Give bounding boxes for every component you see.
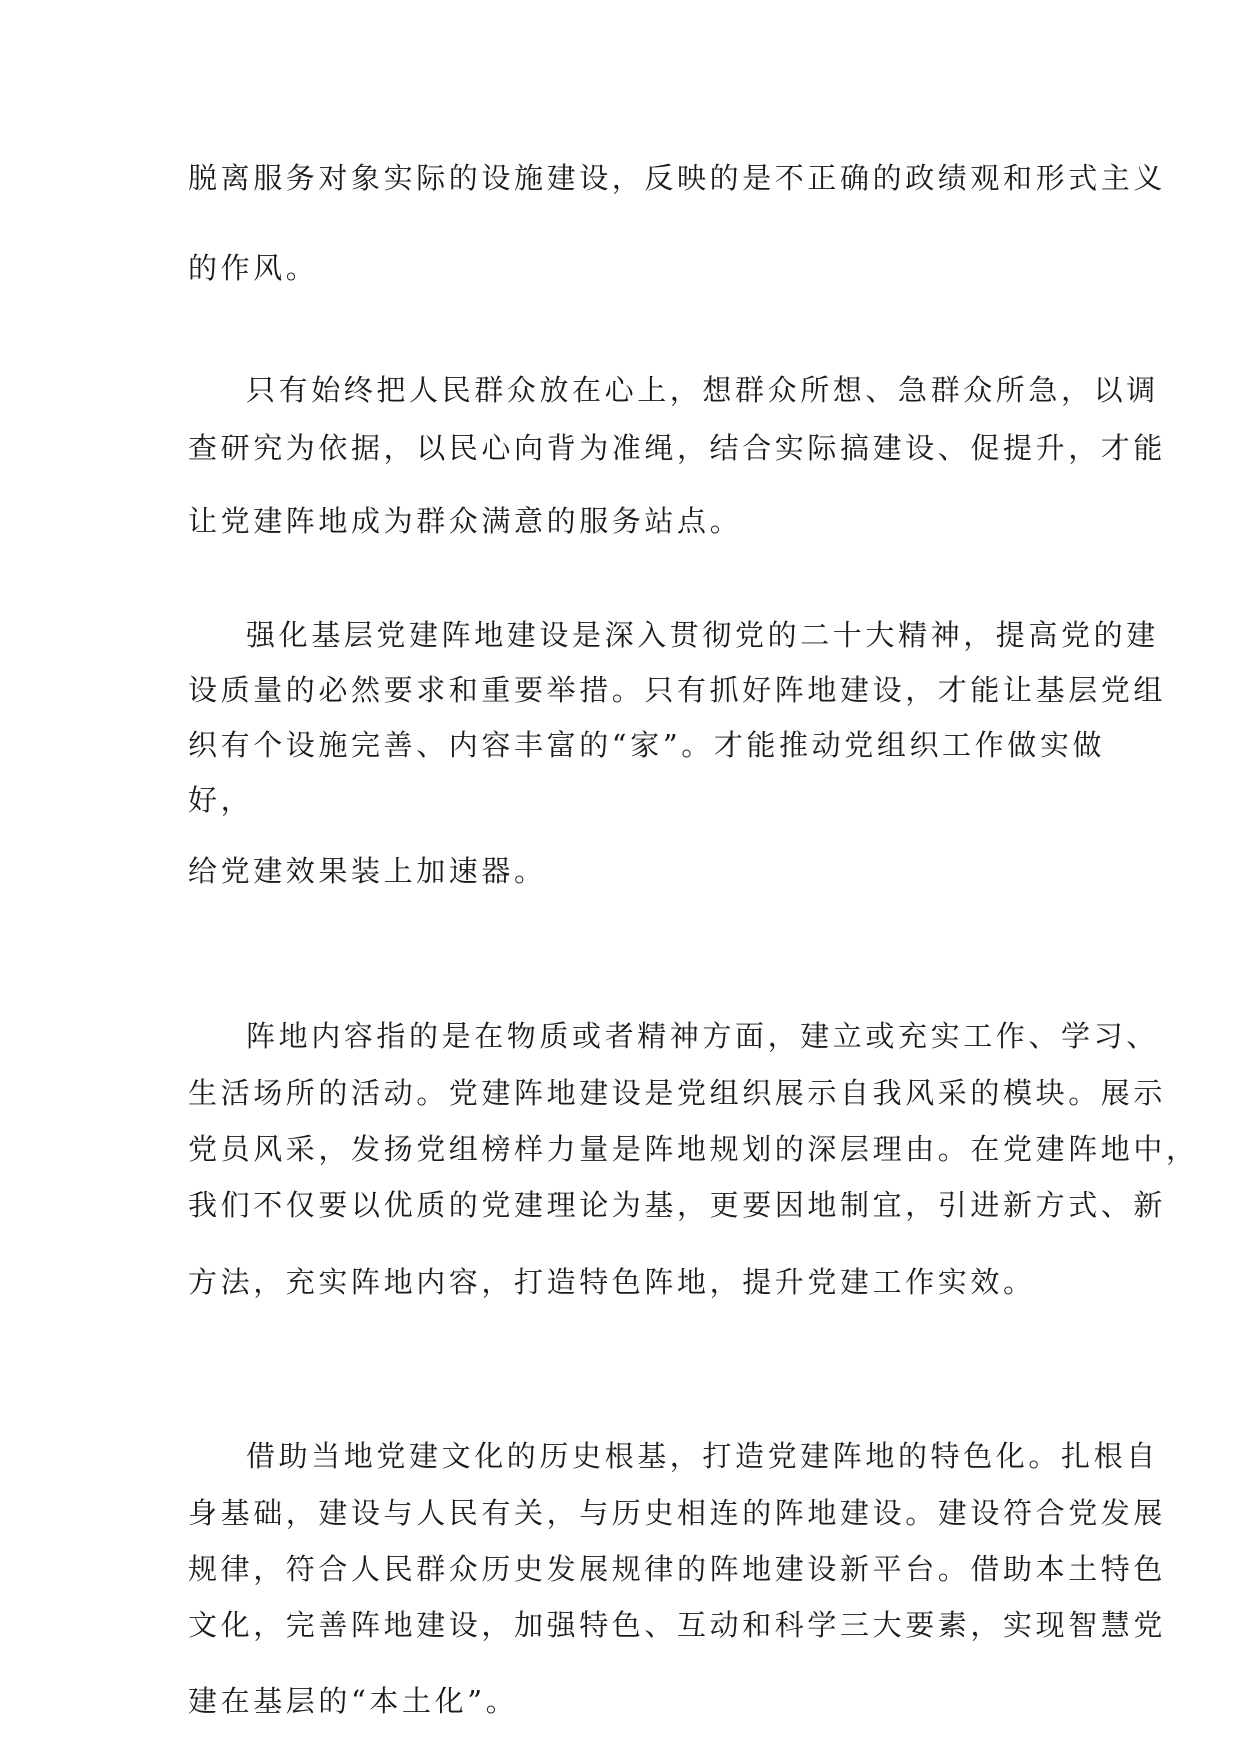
- paragraph-1-line-2: 的作风。: [188, 251, 319, 285]
- paragraph-5-line-1: 借助当地党建文化的历史根基，打造党建阵地的特色化。扎根自: [246, 1439, 1159, 1473]
- paragraph-3-line-1: 强化基层党建阵地建设是深入贯彻党的二十大精神，提高党的建: [246, 618, 1159, 652]
- paragraph-3-line-4: 好，: [188, 783, 254, 817]
- paragraph-2-line-1: 只有始终把人民群众放在心上，想群众所想、急群众所急，以调: [246, 373, 1159, 407]
- paragraph-3-line-3: 织有个设施完善、内容丰富的“家”。才能推动党组织工作做实做: [188, 728, 1106, 762]
- paragraph-4-line-5: 方法，充实阵地内容，打造特色阵地，提升党建工作实效。: [188, 1265, 1036, 1299]
- paragraph-4-line-3: 党员风采，发扬党组榜样力量是阵地规划的深层理由。在党建阵地中，: [188, 1132, 1199, 1166]
- paragraph-2-line-2: 查研究为依据，以民心向背为准绳，结合实际搞建设、促提升，才能: [188, 431, 1167, 465]
- paragraph-4-line-2: 生活场所的活动。党建阵地建设是党组织展示自我风采的模块。展示: [188, 1076, 1167, 1110]
- paragraph-4-line-4: 我们不仅要以优质的党建理论为基，更要因地制宜，引进新方式、新: [188, 1188, 1167, 1222]
- paragraph-4-line-1: 阵地内容指的是在物质或者精神方面，建立或充实工作、学习、: [246, 1019, 1159, 1053]
- paragraph-1-line-1: 脱离服务对象实际的设施建设，反映的是不正确的政绩观和形式主义: [188, 161, 1167, 195]
- paragraph-3-line-5: 给党建效果装上加速器。: [188, 854, 547, 888]
- paragraph-5-line-5: 建在基层的“本土化”。: [188, 1684, 519, 1718]
- paragraph-5-line-4: 文化，完善阵地建设，加强特色、互动和科学三大要素，实现智慧党: [188, 1608, 1167, 1642]
- paragraph-2-line-3: 让党建阵地成为群众满意的服务站点。: [188, 504, 743, 538]
- paragraph-5-line-3: 规律，符合人民群众历史发展规律的阵地建设新平台。借助本土特色: [188, 1552, 1167, 1586]
- paragraph-5-line-2: 身基础，建设与人民有关，与历史相连的阵地建设。建设符合党发展: [188, 1496, 1167, 1530]
- paragraph-3-line-2: 设质量的必然要求和重要举措。只有抓好阵地建设，才能让基层党组: [188, 673, 1167, 707]
